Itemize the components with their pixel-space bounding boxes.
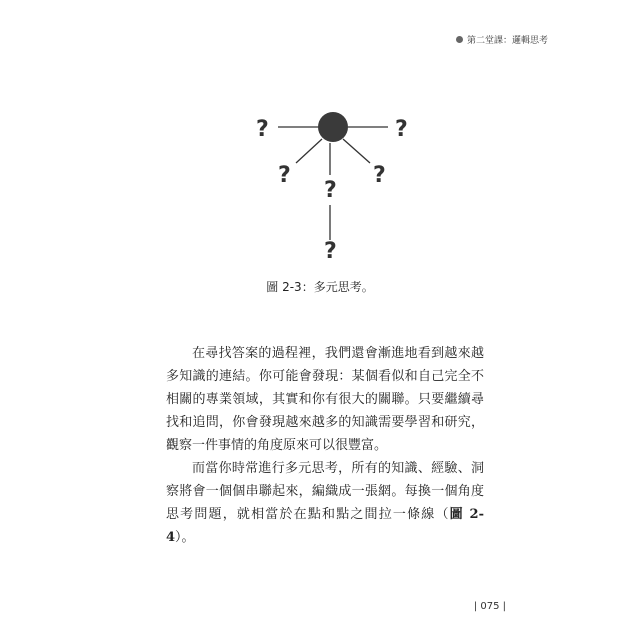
center-node: [318, 112, 348, 142]
question-node-right: ?: [395, 117, 408, 142]
question-node-lower-left: ?: [278, 163, 291, 188]
paragraph-2-text: 而當你時常進行多元思考，所有的知識、經驗、洞察將會一個個串聯起來，編織成一張網。每換一個角度思考問題，就相當於在點和點之間拉一條線（: [166, 461, 484, 522]
question-node-bottom: ?: [324, 239, 337, 264]
paragraph-2: [166, 457, 484, 549]
question-node-left: ?: [256, 117, 269, 142]
header-title: 第二堂課：邏輯思考: [466, 36, 548, 46]
body-text: [166, 342, 484, 549]
question-node-center: ?: [324, 178, 337, 203]
paragraph-1: 在尋找答案的過程裡，我們還會漸進地看到越來越多知識的連結。你可能會發現：某個看似和自己完全不相關的專業領域，其實和你有很大的關聯。只要繼續尋找和追問，你會發現越來越多的知識需要學習和研究，觀察一件事情的角度原來可以很豐富。: [166, 346, 484, 453]
edge-lower-right: [343, 139, 370, 163]
question-node-lower-right: ?: [373, 163, 386, 188]
figure-caption: 圖 2-3：多元思考。: [266, 280, 374, 294]
paragraph-2-end: ）。: [175, 530, 195, 545]
figure-reference-link: 圖 2-4: [166, 507, 484, 545]
edge-lower-left: [296, 139, 322, 163]
multi-thinking-diagram: [0, 0, 640, 280]
page-number: | 075 |: [473, 601, 506, 612]
